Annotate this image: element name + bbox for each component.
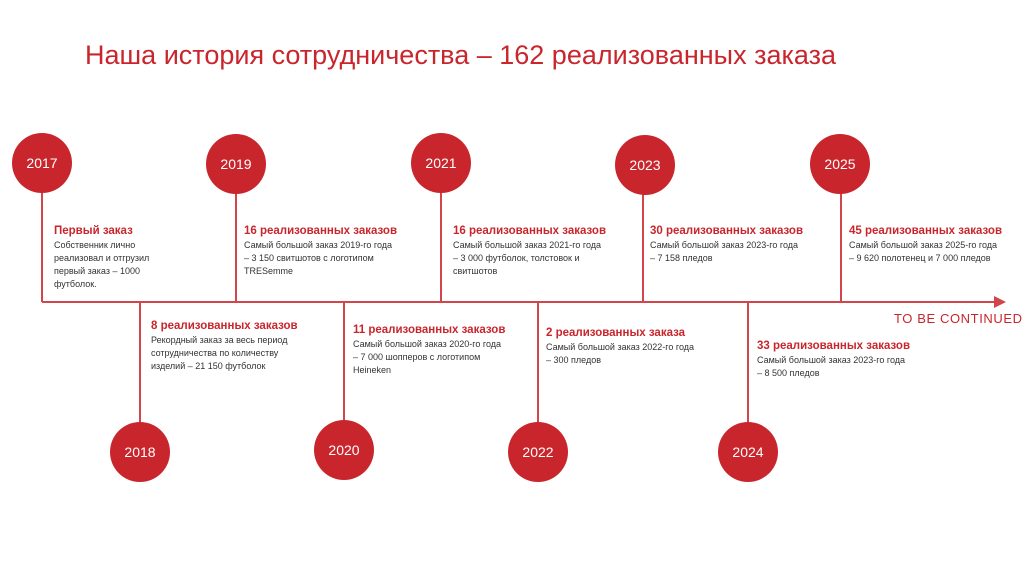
year-label: 2025 [824,156,856,172]
timeline-arrow-icon [994,296,1006,308]
timeline-axis [42,301,997,303]
milestone-body: Самый большой заказ 2021-го года – 3 000 футболок, толстовок и свитшотов [453,240,602,276]
milestone-body: Рекордный заказ за весь период сотрудничества по количеству изделий – 21 150 футболок [151,335,288,371]
year-circle-2022 [508,422,568,482]
milestone-body: Собственник лично реализовал и отгрузил первый заказ – 1000 футболок. [54,240,150,289]
milestone-body: Самый большой заказ 2023-го года – 8 500 пледов [757,355,906,378]
milestone-body: Самый большой заказ 2022-го года – 300 пледов [546,342,695,365]
year-circle-2025 [810,134,870,194]
year-circle-2017 [12,133,72,193]
milestone-text-2020 [353,324,543,377]
milestone-heading: 2 реализованных заказа [546,327,686,339]
milestone-body: Самый большой заказ 2025-го года – 9 620 полотенец и 7 000 пледов [849,240,998,263]
year-label: 2024 [732,444,764,460]
milestone-body: Самый большой заказ 2019-го года – 3 150 свитшотов с логотипом TRESemme [244,240,393,276]
milestone-heading: 16 реализованных заказов [453,225,607,237]
year-circle-2024 [718,422,778,482]
connector-2023 [642,192,644,302]
connector-2020 [343,302,345,422]
milestone-body: Самый большой заказ 2023-го года – 7 158 пледов [650,240,799,263]
year-label: 2020 [328,442,360,458]
year-label: 2021 [425,155,457,171]
milestone-heading: 11 реализованных заказов [353,324,506,336]
milestone-text-2022 [546,327,736,367]
year-label: 2019 [220,156,252,172]
year-label: 2023 [629,157,661,173]
year-label: 2017 [26,155,58,171]
year-circle-2020 [314,420,374,480]
milestone-text-2019 [244,225,434,278]
connector-2024 [747,302,749,424]
connector-2025 [840,190,842,302]
milestone-heading: 30 реализованных заказов [650,225,804,237]
year-circle-2018 [110,422,170,482]
connector-2022 [537,302,539,424]
year-circle-2021 [411,133,471,193]
milestone-heading: 45 реализованных заказов [849,225,1003,237]
year-circle-2023 [615,135,675,195]
year-label: 2022 [522,444,554,460]
milestone-text-2025 [849,225,1024,265]
milestone-heading: 16 реализованных заказов [244,225,398,237]
milestone-text-2021 [453,225,643,278]
to-be-continued-label: TO BE CONTINUED [894,311,1023,326]
milestone-heading: 8 реализованных заказов [151,320,298,332]
milestone-text-2023 [650,225,840,265]
milestone-heading: 33 реализованных заказов [757,340,911,352]
milestone-heading: Первый заказ [54,225,133,237]
milestone-body: Самый большой заказ 2020-го года – 7 000 шопперов с логотипом Heineken [353,339,502,375]
connector-2021 [440,188,442,302]
connector-2019 [235,190,237,302]
connector-2018 [139,302,141,424]
milestone-text-2024 [757,340,947,380]
milestone-text-2017 [54,225,244,291]
connector-2017 [41,190,43,302]
page-title: Наша история сотрудничества – 162 реализованных заказа [85,40,836,70]
milestone-text-2018 [151,320,341,373]
year-circle-2019 [206,134,266,194]
year-label: 2018 [124,444,156,460]
